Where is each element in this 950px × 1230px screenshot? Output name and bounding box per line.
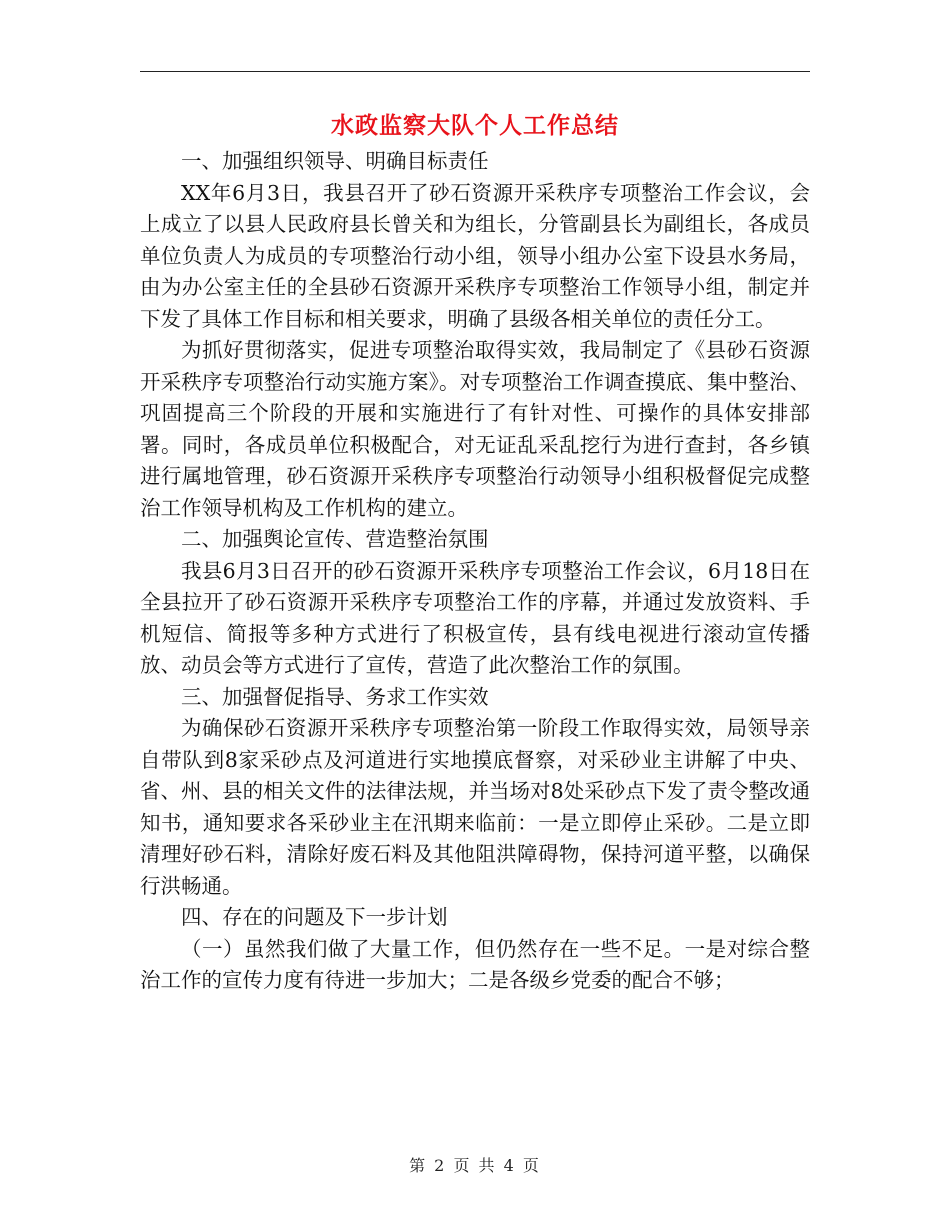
section-heading: 四、存在的问题及下一步计划 — [181, 905, 448, 929]
body-paragraph: 为确保砂石资源开采秩序专项整治第一阶段工作取得实效，局领导亲自带队到8家采砂点及河道进行实地摸底督察，对采砂业主讲解了中央、省、州、县的相关文件的法律法规，并当场对8处采砂点下发了责令整改通知书，通知要求各采砂业主在汛期来临前：一是立即停止采砂。二是立即清理好砂石料，清除好废石料及其他阻洪障碍物，保持河道平整，以确保行洪畅通。 — [140, 716, 810, 898]
body-paragraph: 为抓好贯彻落实，促进专项整治取得实效，我局制定了《县砂石资源开采秩序专项整治行动实施方案》。对专项整治工作调查摸底、集中整治、巩固提高三个阶段的开展和实施进行了有针对性、可操作的具体安排部署。同时，各成员单位积极配合，对无证乱采乱挖行为进行查封，各乡镇进行属地管理，砂石资源开采秩序专项整治行动领导小组积极督促完成整治工作领导机构及工作机构的建立。 — [140, 338, 810, 520]
header-rule — [140, 71, 810, 72]
body-paragraph: XX年6月3日，我县召开了砂石资源开采秩序专项整治工作会议，会上成立了以县人民政府县长曾关和为组长，分管副县长为副组长，各成员单位负责人为成员的专项整治行动小组，领导小组办公室下设县水务局，由为办公室主任的全县砂石资源开采秩序专项整治工作领导小组，制定并下发了具体工作目标和相关要求，明确了县级各相关单位的责任分工。 — [140, 180, 810, 331]
document-body — [140, 146, 810, 997]
body-paragraph: （一）虽然我们做了大量工作，但仍然存在一些不足。一是对综合整治工作的宣传力度有待进一步加大；二是各级乡党委的配合不够； — [140, 936, 810, 992]
section-heading: 三、加强督促指导、务求工作实效 — [181, 684, 489, 709]
page-number: 第 2 页 共 4 页 — [409, 1156, 541, 1175]
section-heading: 一、加强组织领导、明确目标责任 — [181, 149, 489, 173]
section-heading: 二、加强舆论宣传、营造整治氛围 — [181, 527, 489, 551]
document-title: 水政监察大队个人工作总结 — [331, 112, 619, 139]
body-paragraph: 我县6月3日召开的砂石资源开采秩序专项整治工作会议，6月18日在全县拉开了砂石资源开采秩序专项整治工作的序幕，并通过发放资料、手机短信、简报等多种方式进行了积极宣传，县有线电视进行滚动宣传播放、动员会等方式进行了宣传，营造了此次整治工作的氛围。 — [140, 558, 810, 677]
